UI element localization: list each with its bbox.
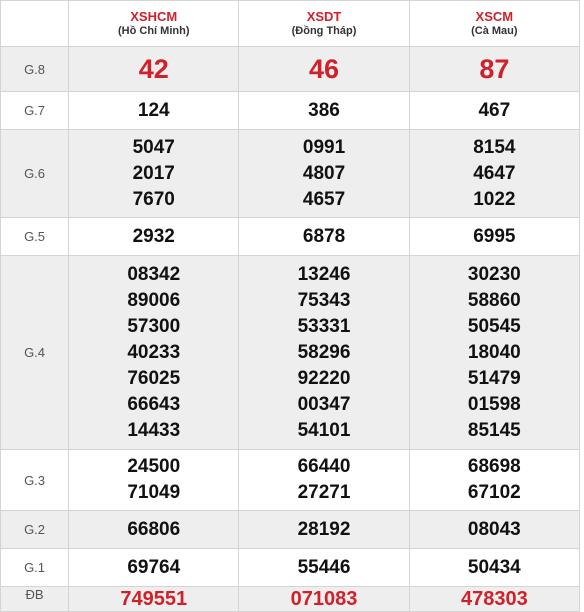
prize-number: 58296 <box>297 341 351 363</box>
prize-row-g4 <box>1 256 580 450</box>
province-name: (Cà Mau) <box>471 25 518 37</box>
prize-cell <box>69 511 239 549</box>
prize-cell <box>409 587 579 612</box>
prize-cell <box>69 92 239 130</box>
prize-number: 1022 <box>473 188 516 210</box>
prize-cell <box>409 218 579 256</box>
prize-number: 08043 <box>467 518 521 540</box>
prize-number: 66440 <box>297 456 351 477</box>
prize-number: 6878 <box>302 225 346 247</box>
prize-number: 76025 <box>127 367 181 389</box>
prize-number: 386 <box>308 99 340 121</box>
prize-number: 18040 <box>467 341 521 363</box>
prize-number: 2932 <box>132 225 175 247</box>
prize-row-special <box>1 587 580 612</box>
prize-cell <box>409 47 579 92</box>
prize-cell <box>409 511 579 549</box>
prize-row-g7 <box>1 92 580 130</box>
prize-number: 4807 <box>302 162 346 184</box>
prize-row-g8 <box>1 47 580 92</box>
prize-number: 54101 <box>297 419 351 441</box>
special-prize-number: 071083 <box>290 588 358 610</box>
province-code[interactable]: XSDT <box>306 9 342 24</box>
prize-label: G.8 <box>1 47 69 92</box>
prize-number: 92220 <box>297 367 351 389</box>
prize-cell <box>239 256 409 450</box>
prize-number: 57300 <box>127 315 181 337</box>
prize-number: 71049 <box>127 482 181 503</box>
prize-number: 00347 <box>297 393 351 415</box>
prize-cell <box>239 130 409 218</box>
prize-number: 467 <box>478 99 511 121</box>
prize-number: 58860 <box>467 289 521 311</box>
prize-number: 51479 <box>467 367 521 389</box>
prize-number: 87 <box>479 54 510 84</box>
header-corner <box>1 1 69 47</box>
prize-number: 28192 <box>297 518 351 540</box>
prize-label: G.5 <box>1 218 69 256</box>
prize-cell <box>409 130 579 218</box>
prize-label: ĐB <box>1 587 69 612</box>
prize-label: G.7 <box>1 92 69 130</box>
prize-cell <box>239 511 409 549</box>
prize-label: G.4 <box>1 256 69 450</box>
province-header-hcm[interactable] <box>69 1 239 47</box>
prize-cell <box>69 130 239 218</box>
prize-row-g5 <box>1 218 580 256</box>
province-code[interactable]: XSCM <box>475 9 514 24</box>
prize-number: 27271 <box>297 482 351 503</box>
province-header-cm[interactable] <box>409 1 579 47</box>
prize-label: G.6 <box>1 130 69 218</box>
prize-number: 53331 <box>297 315 351 337</box>
prize-number: 67102 <box>467 482 521 503</box>
prize-cell <box>69 450 239 511</box>
prize-cell <box>239 92 409 130</box>
prize-number: 30230 <box>467 263 521 285</box>
prize-number: 42 <box>138 54 169 84</box>
prize-cell <box>69 218 239 256</box>
prize-number: 24500 <box>127 456 181 477</box>
prize-number: 08342 <box>127 263 181 285</box>
prize-number: 69764 <box>127 556 181 578</box>
prize-label: G.3 <box>1 450 69 511</box>
special-prize-number: 749551 <box>120 588 188 610</box>
prize-number: 13246 <box>297 263 351 285</box>
prize-number: 4657 <box>302 188 346 210</box>
prize-number: 14433 <box>127 419 181 441</box>
prize-row-g3 <box>1 450 580 511</box>
prize-number: 2017 <box>132 162 175 184</box>
prize-row-g1 <box>1 549 580 587</box>
prize-cell <box>409 450 579 511</box>
province-name: (Hồ Chí Minh) <box>118 25 190 37</box>
prize-number: 68698 <box>467 456 521 477</box>
prize-number: 50434 <box>467 556 521 578</box>
prize-number: 55446 <box>297 556 351 578</box>
prize-cell <box>69 47 239 92</box>
prize-cell <box>409 256 579 450</box>
prize-cell <box>69 256 239 450</box>
prize-number: 6995 <box>473 225 516 247</box>
prize-number: 66643 <box>127 393 181 415</box>
prize-cell <box>239 450 409 511</box>
prize-number: 5047 <box>132 136 175 158</box>
prize-number: 50545 <box>467 315 521 337</box>
prize-number: 8154 <box>473 136 516 158</box>
prize-cell <box>239 218 409 256</box>
province-name: (Đồng Tháp) <box>291 25 357 37</box>
prize-row-g6 <box>1 130 580 218</box>
prize-cell <box>409 549 579 587</box>
province-code[interactable]: XSHCM <box>130 9 178 24</box>
prize-cell <box>239 587 409 612</box>
prize-number: 4647 <box>473 162 516 184</box>
prize-number: 7670 <box>132 188 175 210</box>
prize-number: 46 <box>309 54 340 84</box>
prize-number: 124 <box>137 99 170 121</box>
prize-number: 89006 <box>127 289 181 311</box>
prize-cell <box>239 549 409 587</box>
prize-number: 66806 <box>127 518 181 540</box>
prize-number: 40233 <box>127 341 181 363</box>
province-header-dt[interactable] <box>239 1 409 47</box>
prize-cell <box>409 92 579 130</box>
prize-label: G.2 <box>1 511 69 549</box>
prize-number: 0991 <box>302 136 346 158</box>
prize-number: 01598 <box>467 393 521 415</box>
prize-cell <box>239 47 409 92</box>
prize-row-g2 <box>1 511 580 549</box>
prize-cell <box>69 549 239 587</box>
province-header-row <box>1 1 580 47</box>
prize-number: 85145 <box>467 419 521 441</box>
prize-label: G.1 <box>1 549 69 587</box>
special-prize-number: 478303 <box>460 588 528 610</box>
prize-number: 75343 <box>297 289 351 311</box>
prize-cell <box>69 587 239 612</box>
